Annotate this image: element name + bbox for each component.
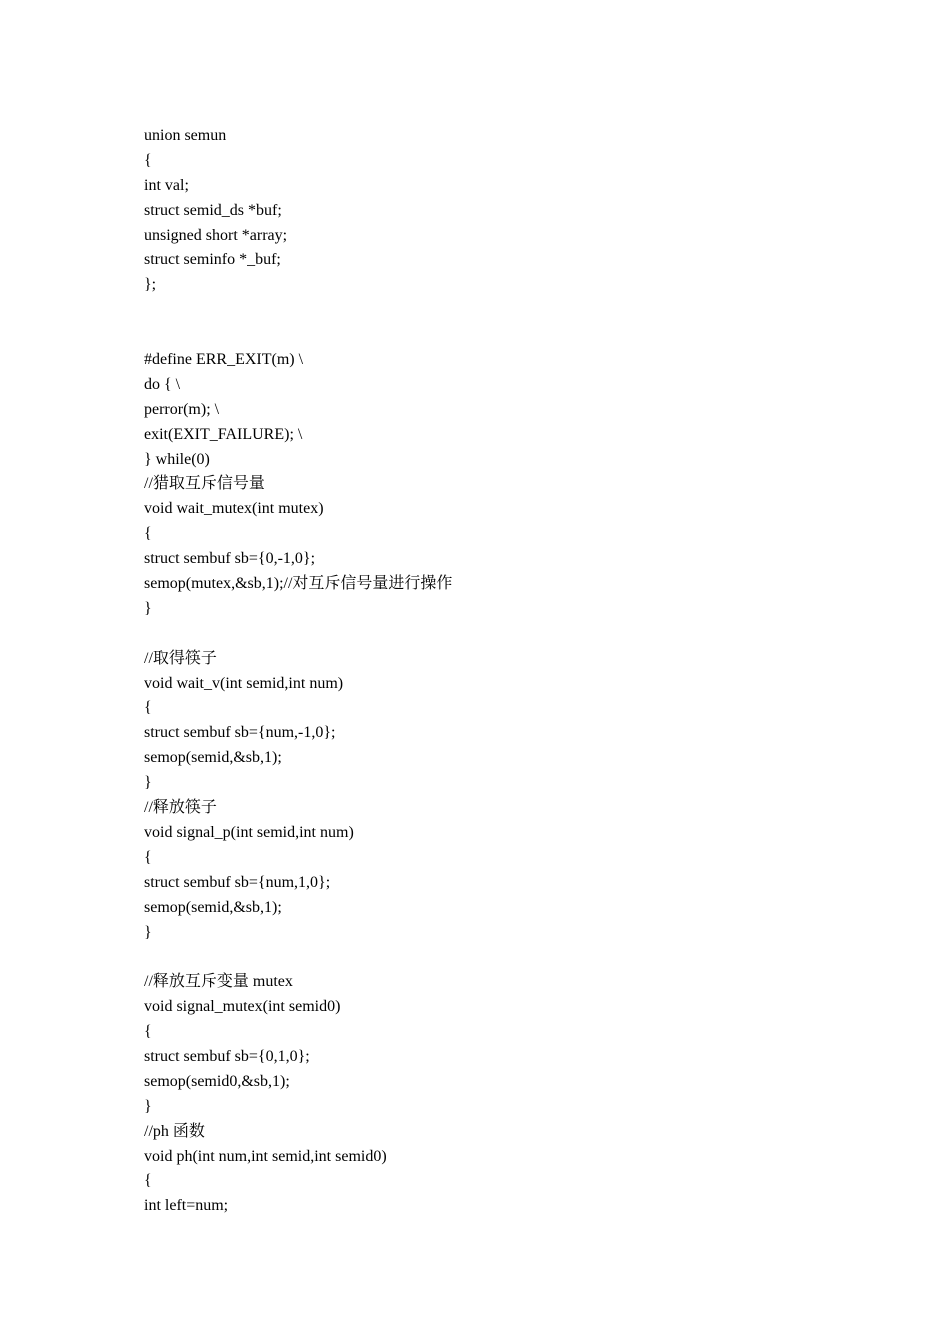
code-line: }: [144, 599, 152, 617]
code-line: struct semid_ds *buf;: [144, 201, 282, 219]
code-line: struct seminfo *_buf;: [144, 251, 281, 269]
code-comment: //释放互斥变量 mutex: [144, 973, 293, 991]
code-line: {: [144, 1172, 152, 1190]
code-line: {: [144, 1023, 152, 1041]
code-line: void wait_mutex(int mutex): [144, 500, 324, 518]
code-line: do { \: [144, 375, 181, 393]
code-listing: [144, 124, 844, 1219]
code-line: {: [144, 525, 152, 543]
blank-line: [144, 622, 844, 647]
code-comment: //释放筷子: [144, 799, 217, 817]
blank-line: [144, 298, 844, 323]
blank-line: [144, 323, 844, 348]
code-line: int left=num;: [144, 1197, 229, 1215]
code-line: void signal_p(int semid,int num): [144, 823, 354, 841]
code-line: struct sembuf sb={num,-1,0};: [144, 724, 336, 742]
code-line: perror(m); \: [144, 400, 220, 418]
code-line: }: [144, 923, 152, 941]
code-line: void signal_mutex(int semid0): [144, 998, 341, 1016]
code-comment: //取得筷子: [144, 649, 217, 667]
code-line: semop(mutex,&sb,1);//对互斥信号量进行操作: [144, 575, 453, 593]
code-line: semop(semid,&sb,1);: [144, 898, 282, 916]
code-line: {: [144, 699, 152, 717]
code-line: semop(semid,&sb,1);: [144, 749, 282, 767]
code-line: int val;: [144, 176, 189, 194]
code-line: void ph(int num,int semid,int semid0): [144, 1147, 387, 1165]
code-line: #define ERR_EXIT(m) \: [144, 351, 304, 369]
code-line: struct sembuf sb={0,1,0};: [144, 1047, 310, 1065]
code-line: unsigned short *array;: [144, 226, 288, 244]
code-line: semop(semid0,&sb,1);: [144, 1072, 290, 1090]
code-line: {: [144, 848, 152, 866]
code-line: struct sembuf sb={0,-1,0};: [144, 550, 316, 568]
code-line: } while(0): [144, 450, 210, 468]
code-line: }: [144, 774, 152, 792]
blank-line: [144, 945, 844, 970]
code-line: exit(EXIT_FAILURE); \: [144, 425, 303, 443]
code-line: void wait_v(int semid,int num): [144, 674, 344, 692]
code-line: {: [144, 151, 152, 169]
code-comment: //猎取互斥信号量: [144, 475, 265, 493]
code-line: };: [144, 276, 157, 294]
code-comment: //ph 函数: [144, 1122, 205, 1140]
code-line: struct sembuf sb={num,1,0};: [144, 873, 331, 891]
code-line: }: [144, 1097, 152, 1115]
code-line: union semun: [144, 127, 227, 144]
